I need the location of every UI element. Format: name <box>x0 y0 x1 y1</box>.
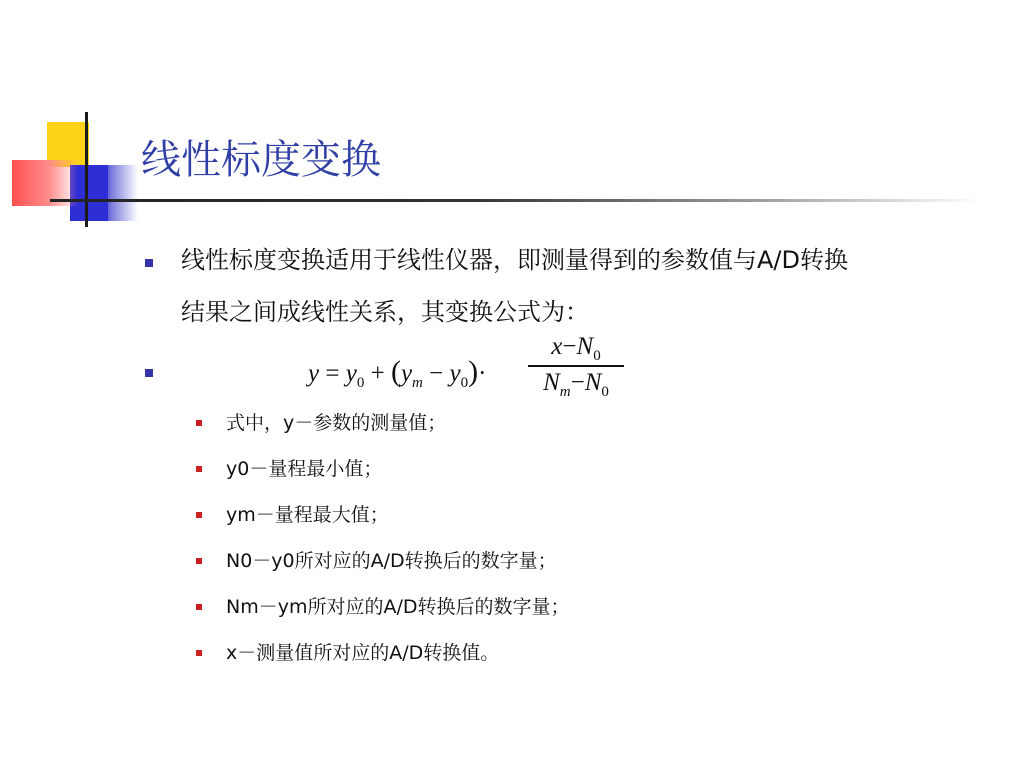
bullet-square-icon <box>145 369 153 377</box>
title-underline <box>50 199 980 202</box>
sub-bullet-icon <box>196 466 202 472</box>
bullet-square-icon <box>145 259 153 267</box>
formula-fraction <box>526 333 626 401</box>
sub-bullet-icon <box>196 650 202 656</box>
definition-y: 式中，y－参数的测量值； <box>226 412 447 434</box>
definition-x: x－测量值所对应的A/D转换值。 <box>226 642 500 664</box>
definition-ym: ym－量程最大值； <box>226 504 389 526</box>
sub-bullet-icon <box>196 558 202 564</box>
decor-vertical-line <box>85 112 88 227</box>
fraction-numerator: $x-N_0$ <box>551 333 601 364</box>
page-title: 线性标度变换 <box>141 137 381 183</box>
linear-scale-formula <box>308 333 638 413</box>
formula-lhs: $y = y_0 + (y_m - y_0)\cdot$ <box>308 355 487 391</box>
sub-bullet-icon <box>196 604 202 610</box>
sub-bullet-icon <box>196 512 202 518</box>
sub-bullet-icon <box>196 420 202 426</box>
definition-nm: Nm－ym所对应的A/D转换后的数字量； <box>226 596 570 618</box>
paragraph-line-2: 结果之间成线性关系，其变换公式为： <box>181 298 589 326</box>
decor-blue-fade <box>108 165 138 221</box>
definition-y0: y0－量程最小值； <box>226 458 383 480</box>
fraction-denominator: $N_m-N_0$ <box>543 368 609 400</box>
paragraph-line-1: 线性标度变换适用于线性仪器，即测量得到的参数值与A/D转换 <box>181 246 848 274</box>
definition-n0: N0－y0所对应的A/D转换后的数字量； <box>226 550 557 572</box>
